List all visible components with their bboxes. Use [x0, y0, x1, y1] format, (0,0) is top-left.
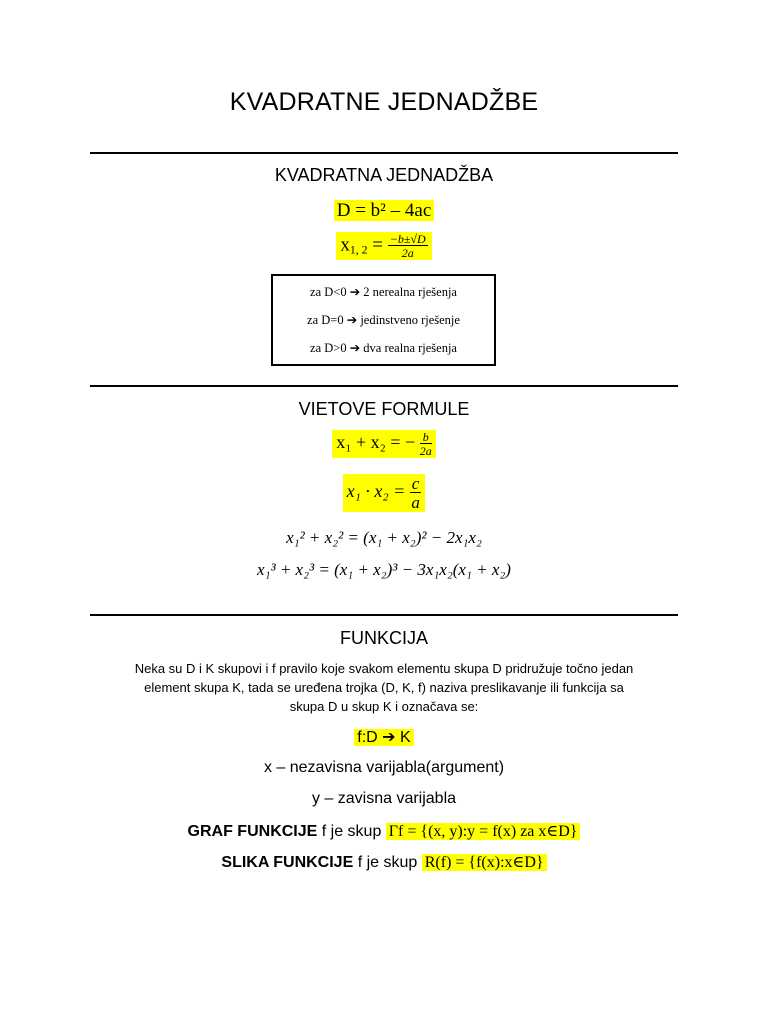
mapping-highlight: f:D ➔ K [354, 729, 413, 746]
page-title: KVADRATNE JEDNADŽBE [229, 88, 539, 116]
roots-denominator: 2a [401, 246, 414, 260]
mapping-notation [0, 727, 768, 747]
dependent-variable-definition: y – zavisna varijabla [311, 790, 457, 807]
section-heading-function: FUNKCIJA [339, 628, 428, 648]
image-label: SLIKA FUNKCIJE [221, 854, 354, 871]
divider [90, 614, 678, 616]
vieta-sum-fraction: $\frac{b}{2a}$ [419, 430, 432, 458]
graph-formula: Γf = {(x, y):y = f(x) za x∈D} [386, 823, 581, 840]
case-zero: za D=0 ➔ jedinstveno rješenje [307, 313, 460, 327]
graph-label: GRAF FUNKCIJE [187, 823, 318, 840]
vieta-sum-formula [0, 430, 768, 458]
discriminant-formula [0, 200, 768, 222]
discriminant-cases-box [271, 274, 496, 366]
image-definition: SLIKA FUNKCIJE f je skup R(f) = {f(x):x∈D} [0, 852, 768, 872]
discriminant-text: D = b² – 4ac [334, 200, 435, 221]
independent-variable-definition: x – nezavisna varijabla(argument) [263, 759, 505, 776]
vieta-sum-highlight: x₁ + x₂ = − $\frac{b}{2a}$ [332, 430, 436, 458]
paragraph-line: skupa D u skup K i označava se: [289, 699, 479, 714]
divider [90, 152, 678, 154]
roots-formula [0, 232, 768, 260]
vieta-product-highlight: x₁ · x₂ = $\frac{c}{a}$ [343, 474, 426, 512]
divider [90, 385, 678, 387]
case-negative: za D<0 ➔ 2 nerealna rješenja [310, 285, 457, 299]
roots-numerator: −b±√D [389, 232, 426, 246]
roots-fraction [388, 233, 428, 259]
section-heading-quadratic: KVADRATNA JEDNADŽBA [274, 165, 494, 185]
paragraph-line: Neka su D i K skupovi i f pravilo koje svakom elementu skupa D pridružuje točno jedan [134, 661, 634, 676]
sum-of-cubes-formula: x₁³ + x₂³ = (x₁ + x₂)³ − 3x₁x₂(x₁ + x₂) [257, 560, 511, 579]
sum-of-squares-formula: x₁² + x₂² = (x₁ + x₂)² − 2x₁x₂ [286, 528, 482, 547]
function-definition-paragraph [90, 659, 678, 716]
case-positive: za D>0 ➔ dva realna rješenja [310, 341, 457, 355]
image-formula: R(f) = {f(x):x∈D} [422, 854, 547, 871]
section-heading-vieta: VIETOVE FORMULE [298, 399, 470, 419]
roots-formula-highlight: $x_{1, 2}$ = $\frac{-b\pm√D}{2a}$ [336, 232, 431, 260]
graph-definition: GRAF FUNKCIJE f je skup Γf = {(x, y):y = f(x) za x∈D} [0, 821, 768, 841]
vieta-product-fraction: $\frac{c}{a}$ [411, 474, 420, 512]
vieta-product-formula [0, 474, 768, 512]
paragraph-line: element skupa K, tada se uređena trojka (D, K, f) naziva preslikavanje ili funkcija sa [144, 680, 624, 695]
